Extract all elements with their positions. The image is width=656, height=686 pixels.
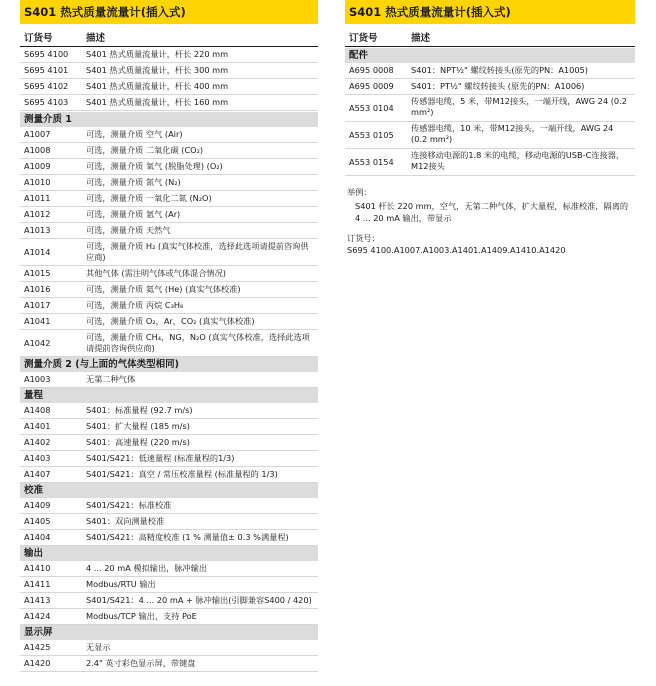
order-number: A1425 (24, 642, 51, 652)
description: 可选，测量介质 氮气 (N₂) (86, 177, 181, 187)
table-row (20, 266, 318, 282)
table-row (20, 191, 318, 207)
header-code: 订货号 (349, 33, 378, 44)
description: S401 热式质量流量计，杆长 300 mm (86, 65, 229, 75)
table-row (20, 609, 318, 625)
order-number: A1401 (24, 421, 51, 431)
description: 可选，测量介质 氩气 (Ar) (86, 209, 181, 219)
right-column (345, 0, 635, 256)
order-number: A1011 (24, 193, 51, 203)
table-row (20, 530, 318, 546)
description: Modbus/TCP 输出，支持 PoE (86, 611, 197, 621)
description: S401：扩大量程 (185 m/s) (86, 421, 190, 431)
order-number: A1003 (24, 374, 51, 384)
order-number: A1012 (24, 209, 51, 219)
description: S401/S421：4 ... 20 mA + 脉冲输出(引脚兼容S400 / 420) (86, 595, 312, 605)
order-number: A1407 (24, 469, 51, 479)
table-row (20, 63, 318, 79)
table-row (20, 498, 318, 514)
table-row (20, 656, 318, 672)
table-row (20, 314, 318, 330)
table-row (20, 207, 318, 223)
table-row (345, 79, 635, 95)
right-table-body (345, 48, 635, 176)
header-desc: 描述 (86, 33, 106, 44)
description: 可选，测量介质 丙烷 C₃H₈ (86, 300, 184, 310)
order-number: A1403 (24, 453, 51, 463)
description: S401：高速量程 (220 m/s) (86, 437, 190, 447)
table-row (20, 47, 318, 63)
order-number: A1017 (24, 300, 51, 310)
description: S401：标准量程 (92.7 m/s) (86, 405, 193, 415)
order-number: A1410 (24, 563, 51, 573)
order-number: A1007 (24, 129, 51, 139)
description: 无显示 (86, 642, 111, 652)
section-heading: 输出 (20, 546, 318, 561)
table-row (20, 514, 318, 530)
order-number: A1405 (24, 516, 51, 526)
table-row (20, 79, 318, 95)
section-heading: 测量介质 2 (与上面的气体类型相同) (20, 357, 318, 372)
left-title: S401 热式质量流量计(插入式) (20, 0, 318, 24)
header-desc: 描述 (411, 33, 431, 44)
right-title: S401 热式质量流量计(插入式) (345, 0, 635, 24)
description: 无第二种气体 (86, 374, 136, 384)
description: Modbus/RTU 输出 (86, 579, 156, 589)
description: S401/S421：真空 / 常压校准量程 (标准量程的 1/3) (86, 469, 278, 479)
description: 连接移动电源的1.8 米的电缆，移动电源的USB-C连接器，M12接头 (411, 150, 625, 171)
order-number: A553 0104 (349, 102, 394, 113)
order-number: A1013 (24, 225, 51, 235)
order-number: A1424 (24, 611, 51, 621)
order-number: A1402 (24, 437, 51, 447)
order-number: A695 0008 (349, 65, 394, 75)
table-row (20, 419, 318, 435)
description: S401 热式质量流量计，杆长 220 mm (86, 49, 229, 59)
table-row (345, 95, 635, 122)
order-number: A1408 (24, 405, 51, 415)
description: 其他气体 (需注明气体或气体混合情况) (86, 268, 226, 278)
section-heading: 显示屏 (20, 625, 318, 640)
table-row (20, 467, 318, 483)
description: 传感器电缆，5 米，带M12接头，一端开线，AWG 24 (0.2 mm²) (411, 96, 627, 117)
order-number: S695 4103 (24, 97, 69, 107)
left-table-header (20, 33, 318, 47)
description: 传感器电缆，10 米，带M12接头，一端开线，AWG 24 (0.2 mm²) (411, 123, 614, 144)
order-number: A1420 (24, 658, 51, 668)
order-number: A553 0105 (349, 129, 394, 140)
description: 4 ... 20 mA 模拟输出，脉冲输出 (86, 563, 208, 573)
order-number: S695 4101 (24, 65, 69, 75)
table-row (345, 122, 635, 149)
section-heading: 量程 (20, 388, 318, 403)
order-number: A1008 (24, 145, 51, 155)
description: 可选，测量介质 空气 (Air) (86, 129, 183, 139)
order-number: A695 0009 (349, 81, 394, 91)
description: 2.4" 英寸彩色显示屏，带键盘 (86, 658, 196, 668)
table-row (345, 149, 635, 176)
table-row (20, 223, 318, 239)
section-heading: 校准 (20, 483, 318, 498)
order-number: A1041 (24, 316, 51, 326)
table-row (20, 127, 318, 143)
order-number: S695 4102 (24, 81, 69, 91)
table-row (20, 640, 318, 656)
table-row (20, 95, 318, 111)
description: 可选，测量介质 氦气 (He) (真实气体校准) (86, 284, 241, 294)
description: S401：NPT½" 螺纹转接头(原先的PN：A1005) (411, 65, 588, 75)
order-number: A1409 (24, 500, 51, 510)
order-number: A1010 (24, 177, 51, 187)
table-row (20, 435, 318, 451)
description: S401 热式质量流量计，杆长 400 mm (86, 81, 229, 91)
description: S401：PT½" 螺纹转接头 (原先的PN：A1006) (411, 81, 585, 91)
order-code: S695 4100.A1007.A1003.A1401.A1409.A1410.A1420 (347, 245, 566, 255)
section-heading: 配件 (345, 48, 635, 63)
description: 可选，测量介质 氧气 (脱脂处理) (O₂) (86, 161, 223, 171)
description: S401：双向测量校准 (86, 516, 165, 526)
left-column (20, 0, 318, 672)
left-table-body (20, 47, 318, 672)
table-row (20, 282, 318, 298)
order-number: A1015 (24, 268, 51, 278)
table-row (20, 143, 318, 159)
table-row (20, 330, 318, 357)
description: S401 热式质量流量计，杆长 160 mm (86, 97, 229, 107)
order-number: A1411 (24, 579, 51, 589)
table-row (20, 159, 318, 175)
description: 可选，测量介质 天然气 (86, 225, 171, 235)
order-number: A1014 (24, 246, 51, 257)
table-row (20, 561, 318, 577)
table-row (20, 403, 318, 419)
order-number: A1009 (24, 161, 51, 171)
table-row (20, 593, 318, 609)
description: S401/S421：高精度校准 (1 % 测量值± 0.3 %满量程) (86, 532, 289, 542)
right-table-header (345, 33, 635, 47)
table-row (20, 372, 318, 388)
description: 可选，测量介质 二氧化碳 (CO₂) (86, 145, 204, 155)
example-block (345, 186, 635, 256)
table-row (20, 298, 318, 314)
table-row (20, 175, 318, 191)
example-label: 举例： (347, 187, 372, 197)
order-number: A553 0154 (349, 156, 394, 167)
order-number: S695 4100 (24, 49, 69, 59)
order-number: A1413 (24, 595, 51, 605)
description: 可选，测量介质 H₂ (真实气体校准，选择此选项请提前咨询供应商) (86, 241, 309, 262)
description: S401/S421：标准校准 (86, 500, 172, 510)
header-code: 订货号 (24, 33, 53, 44)
example-text: S401 杆长 220 mm，空气，无第二种气体，扩大量程，标准校准，隔离的 4 ... 20 mA 输出，带显示 (355, 201, 629, 223)
order-number: A1042 (24, 337, 51, 348)
table-row (20, 577, 318, 593)
description: 可选，测量介质 一氧化二氮 (N₂O) (86, 193, 212, 203)
order-number: A1404 (24, 532, 51, 542)
section-heading: 测量介质 1 (20, 112, 318, 127)
table-row (20, 451, 318, 467)
table-row (20, 239, 318, 266)
order-label: 订货号： (347, 233, 380, 243)
description: 可选，测量介质 CH₄，NG，N₂O (真实气体校准，选择此选项请提前咨询供应商) (86, 332, 310, 353)
order-number: A1016 (24, 284, 51, 294)
description: 可选，测量介质 O₂，Ar，CO₂ (真实气体校准) (86, 316, 255, 326)
description: S401/S421：低速量程 (标准量程的1/3) (86, 453, 235, 463)
table-row (345, 63, 635, 79)
